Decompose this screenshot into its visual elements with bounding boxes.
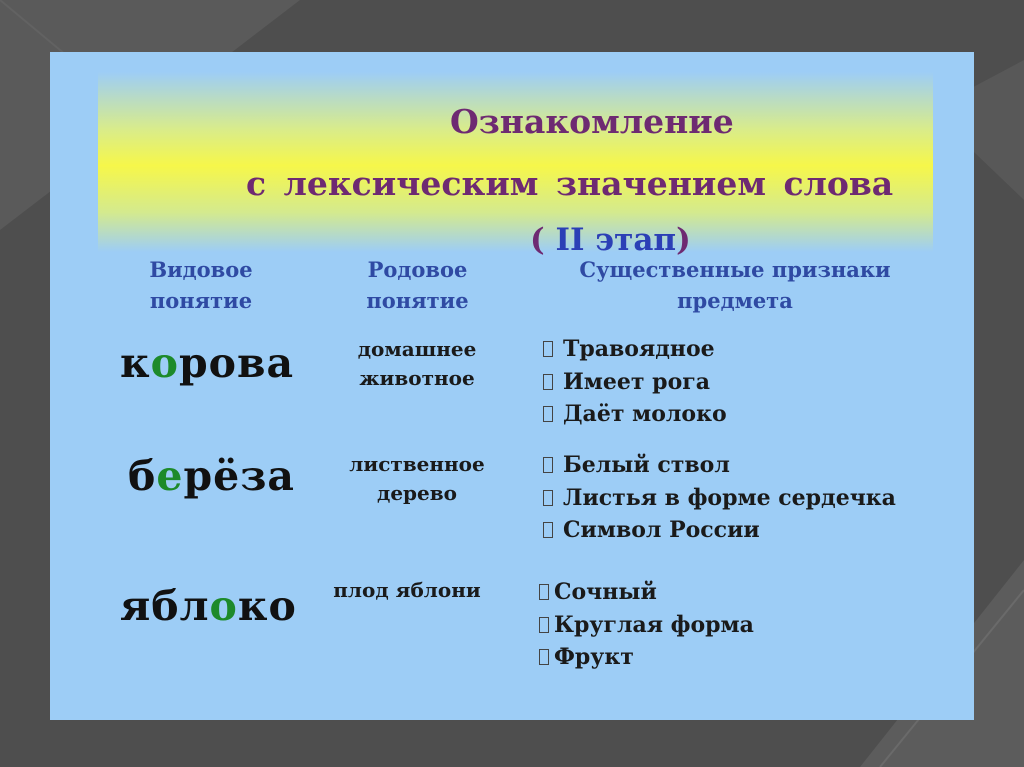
genus-line: плод яблони [333,578,481,602]
title-line-2: с лексическим значением слова [246,164,894,203]
feature-text: Сочный [554,579,657,605]
genus-concept-yabloko [312,576,502,605]
column-header-species [122,254,280,316]
stage-open-paren: ( [530,222,556,258]
list-item [543,482,896,515]
square-bullet-icon [543,490,553,506]
species-word-beryoza [128,452,295,500]
list-item [539,576,754,609]
column-header-species-line-1: Видовое [149,257,253,282]
genus-line: животное [359,366,475,390]
slide [50,52,974,720]
list-item [539,609,754,642]
list-item [543,514,896,547]
square-bullet-icon [543,406,553,422]
column-header-species-line-2: понятие [149,288,253,313]
list-item [543,333,727,366]
genus-concept-korova [322,335,512,393]
word-part: к [120,339,151,387]
feature-text: Белый ствол [563,452,730,478]
column-header-features [548,254,922,316]
feature-text: Травоядное [563,336,715,362]
genus-concept-beryoza [322,450,512,508]
word-part: рёза [183,452,295,500]
list-item [539,641,754,674]
genus-line: домашнее [357,337,477,361]
feature-text: Фрукт [554,644,634,670]
title-line-1: Ознакомление [450,102,734,141]
feature-text: Даёт молоко [563,401,727,427]
species-word-korova [120,339,294,387]
square-bullet-icon [539,617,549,633]
square-bullet-icon [539,584,549,600]
word-part: ябл [120,582,210,630]
square-bullet-icon [543,341,553,357]
features-list-yabloko [539,576,754,674]
stage-close-paren: ) [676,222,691,258]
highlighted-letter: е [156,452,184,500]
feature-text: Круглая форма [554,611,754,638]
square-bullet-icon [543,374,553,390]
list-item [543,398,727,431]
stage-text: II этап [555,222,677,258]
column-header-genus [335,254,500,316]
column-header-features-line-1: Существенные признаки [579,257,891,282]
features-list-korova [543,333,727,431]
highlighted-letter: о [150,339,179,387]
word-part: ко [237,582,297,630]
list-item [543,449,896,482]
column-header-genus-line-2: понятие [366,288,469,313]
feature-text: Символ России [563,517,760,543]
word-part: рова [178,339,295,387]
feature-text: Имеет рога [563,368,710,395]
highlighted-letter: о [209,582,238,630]
title-banner [98,72,933,258]
genus-line: дерево [377,481,457,505]
square-bullet-icon [543,522,553,538]
genus-line: лиственное [349,452,485,476]
square-bullet-icon [543,457,553,473]
features-list-beryoza [543,449,896,547]
species-word-yabloko [120,582,297,630]
stage-label [530,222,691,258]
square-bullet-icon [539,649,549,665]
list-item [543,366,727,399]
column-header-features-line-2: предмета [677,288,793,313]
column-header-genus-line-1: Родовое [367,257,468,282]
feature-text: Листья в форме сердечка [563,484,896,511]
word-part: б [128,452,157,500]
